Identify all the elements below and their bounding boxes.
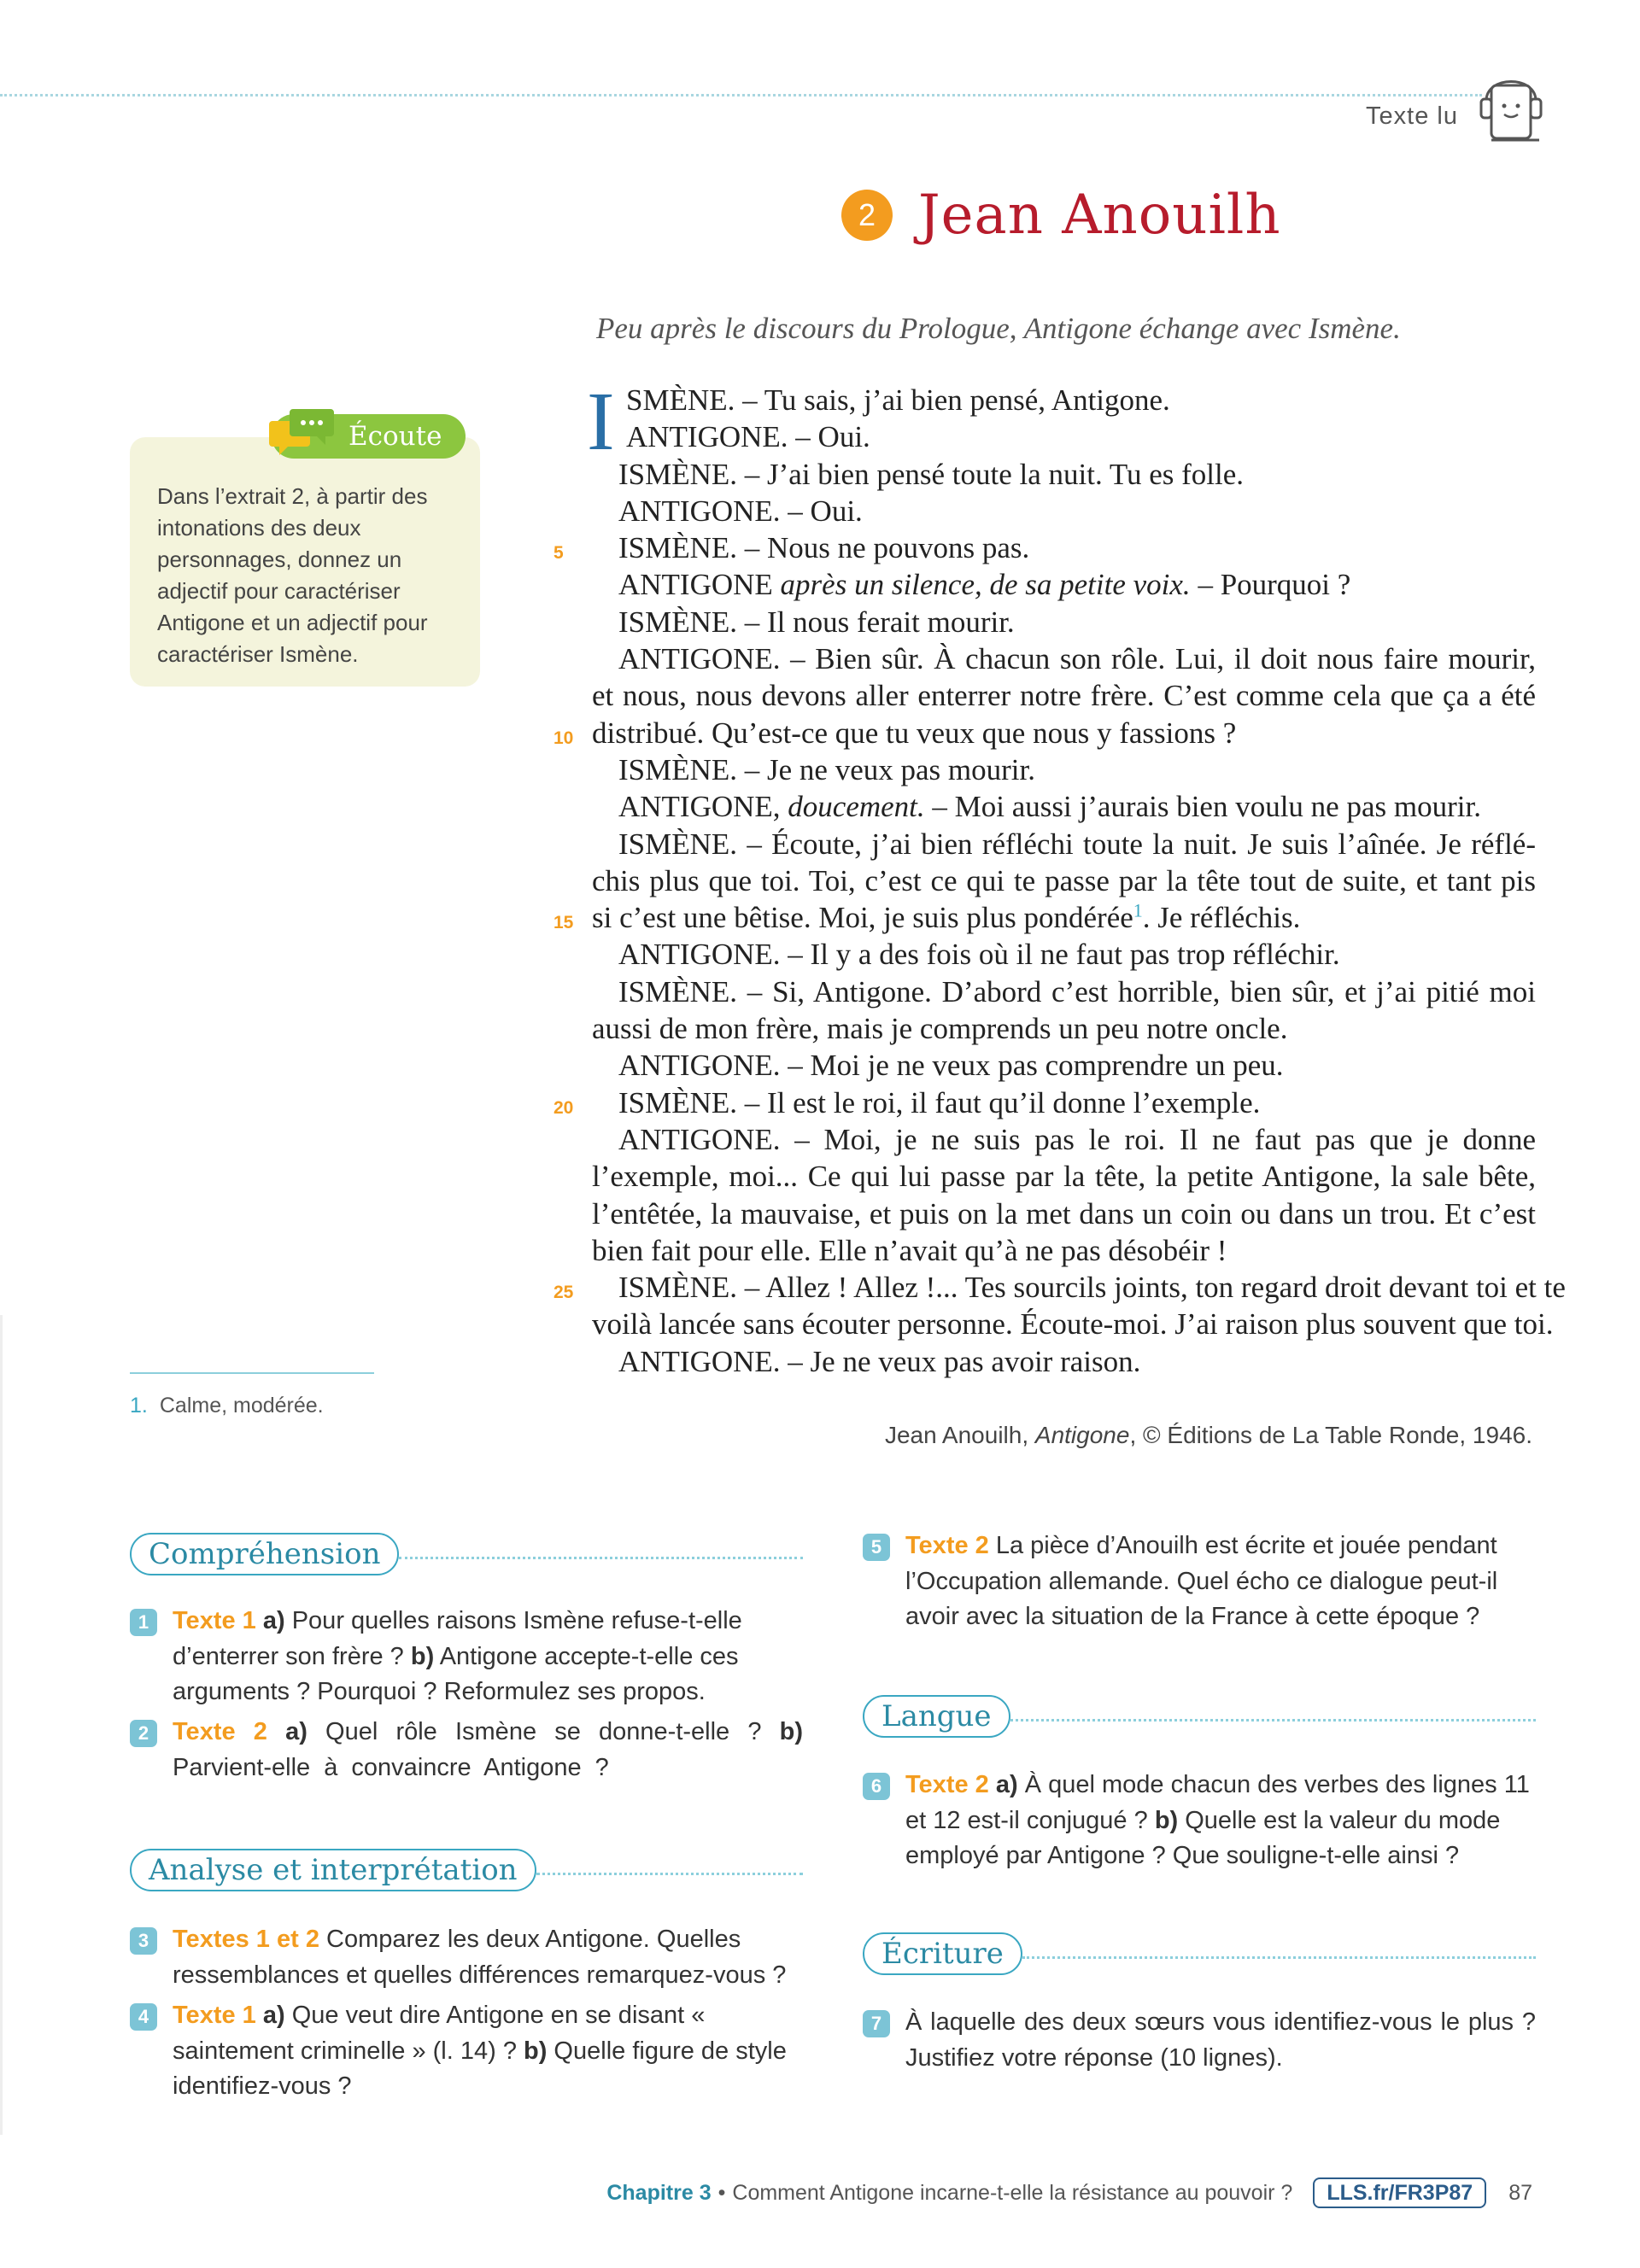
title-number-badge: 2: [841, 190, 893, 241]
section-dots: [1010, 1719, 1536, 1721]
ecoute-instructions: Dans l’extrait 2, à partir des intonations des deux personnages, donnez un adjectif pour caractériser Antigone et un adjectif pour caractériser Ismène.: [157, 483, 428, 667]
dialogue-line: [592, 899, 1536, 936]
question-text: Quelle figure de style identifiez-vous ?: [173, 2037, 787, 2100]
question-text: La pièce d’Anouilh est écrite et jouée pendant l’Occupation allemande. Quel écho ce dialogue peut-il avoir avec la situation de la France à cette époque ?: [905, 1532, 1498, 1630]
line-number: 15: [554, 913, 574, 932]
speech-bubble-icon: [269, 406, 337, 459]
part-a: a): [262, 2002, 285, 2029]
part-a: a): [262, 1607, 285, 1634]
speaker: ANTIGONE,: [618, 790, 788, 824]
part-b: b): [410, 1642, 435, 1670]
footnote-rule: [130, 1372, 374, 1374]
section-dots: [1022, 1956, 1536, 1959]
question-text: Antigone accepte-t-elle ces arguments ? Pourquoi ? Reformulez ses propos.: [173, 1642, 739, 1705]
question-text: Quel rôle Ismène se donne-t-elle ?: [307, 1718, 780, 1745]
question-5: [863, 1529, 1536, 1635]
speech: – Moi aussi j’aurais bien voulu ne pas mourir.: [924, 790, 1481, 824]
question-1: [130, 1604, 803, 1710]
dialogue-line: ANTIGONE. – Oui.: [618, 494, 863, 528]
dialogue-line: et nous, nous devons aller enterrer notre frère. C’est comme cela que ça a été: [592, 679, 1536, 713]
question-text: Parvient-elle à convaincre Antigone ?: [173, 1753, 609, 1781]
header-label: Texte lu: [1366, 102, 1458, 130]
page-edge: [0, 1315, 3, 2135]
question-number: 3: [130, 1927, 157, 1955]
section-ecriture: [863, 1932, 1536, 1975]
question-text: À laquelle des deux sœurs vous identifiez-vous le plus ? Justifiez votre réponse (10 lignes).: [905, 2008, 1536, 2072]
question-number: 4: [130, 2003, 157, 2031]
dialogue-line: ANTIGONE. – Il y a des fois où il ne faut pas trop réfléchir.: [618, 938, 1340, 972]
dialogue-line: ANTIGONE. – Bien sûr. À chacun son rôle. Lui, il doit nous faire mourir,: [618, 642, 1536, 676]
footer-separator: •: [718, 2180, 726, 2205]
stage-direction: doucement.: [788, 790, 925, 824]
section-dots: [536, 1873, 803, 1875]
dialogue-line: ISMÈNE. – Il est le roi, il faut qu’il donne l’exemple.: [618, 1085, 1261, 1119]
dialogue-line: ISMÈNE. – Écoute, j’ai bien réfléchi toute la nuit. Je suis l’aînée. Je réflé-: [618, 827, 1536, 861]
part-a: a): [995, 1771, 1018, 1798]
source-citation: [885, 1422, 1532, 1449]
question-ref: Texte 2: [905, 1532, 989, 1559]
section-label: Langue: [863, 1695, 1010, 1738]
footnote-number: 1.: [130, 1394, 148, 1418]
dialogue-line: ANTIGONE. – Moi, je ne suis pas le roi. Il ne faut pas que je donne: [618, 1122, 1536, 1156]
section-label: Compréhension: [130, 1533, 399, 1575]
section-dots: [399, 1557, 803, 1559]
line-number: 10: [554, 728, 574, 748]
question-number: 2: [130, 1720, 157, 1747]
question-number: 5: [863, 1534, 890, 1561]
part-b: b): [1154, 1806, 1179, 1834]
question-text: Que veut dire Antigone en se disant « saintement criminelle » (l. 14) ?: [173, 2002, 706, 2065]
section-analyse: [130, 1849, 803, 1891]
footnote-text: Calme, modérée.: [159, 1394, 324, 1418]
dialogue-line: ISMÈNE. – Allez ! Allez !... Tes sourcils joints, ton regard droit devant toi et te: [618, 1271, 1566, 1305]
dialogue-line: ISMÈNE. – Il nous ferait mourir.: [618, 605, 1015, 639]
dialogue-text: [587, 376, 1566, 1380]
question-number: 7: [863, 2010, 890, 2037]
speaker: ANTIGONE: [618, 568, 781, 602]
question-text: Quelle est la valeur du mode employé par Antigone ? Que souligne-t-elle ainsi ?: [905, 1806, 1501, 1869]
question-number: 6: [863, 1773, 890, 1800]
title-text: Jean Anouilh: [918, 184, 1281, 247]
dialogue-line: l’entêtée, la mauvaise, et puis on la met dans un coin ou dans un trou. Et c’est: [592, 1196, 1536, 1230]
question-ref: Texte 1: [173, 2002, 256, 2029]
dialogue-line: [592, 566, 1536, 603]
speech: . Je réfléchis.: [1142, 901, 1301, 935]
dropcap: I: [587, 376, 615, 468]
dialogue-line: ISMÈNE. – Si, Antigone. D’abord c’est horrible, bien sûr, et j’ai pitié moi: [618, 974, 1536, 1008]
dialogue-line: distribué. Qu’est-ce que tu veux que nous y fassions ?: [592, 716, 1237, 750]
section-label: Écriture: [863, 1932, 1022, 1975]
dialogue-line: l’exemple, moi... Ce qui lui passe par la tête, la petite Antigone, la sale bête,: [592, 1160, 1536, 1194]
text-title: [841, 184, 1281, 247]
line-number: 20: [554, 1098, 574, 1118]
footer-chapter: Chapitre 3: [606, 2180, 712, 2205]
part-b: b): [524, 2037, 548, 2065]
section-comprehension: [130, 1533, 803, 1575]
section-label: Analyse et interprétation: [130, 1849, 536, 1891]
question-3: [130, 1922, 803, 1993]
source-author: Jean Anouilh,: [884, 1422, 1035, 1448]
dialogue-line: ANTIGONE. – Je ne veux pas avoir raison.: [618, 1344, 1141, 1378]
footnote-ref[interactable]: 1: [1133, 899, 1143, 921]
question-text: À quel mode chacun des verbes des lignes 11 et 12 est-il conjugué ?: [905, 1771, 1530, 1834]
page-number: 87: [1508, 2180, 1532, 2205]
dialogue-line: ANTIGONE. – Oui.: [626, 420, 870, 454]
question-ref: Texte 2: [905, 1771, 989, 1798]
dialogue-line: voilà lancée sans écouter personne. Écoute-moi. J’ai raison plus souvent que toi.: [592, 1307, 1554, 1342]
part-a: a): [285, 1718, 308, 1745]
line-number: 5: [554, 543, 564, 563]
dialogue-line: ISMÈNE. – Nous ne pouvons pas.: [618, 531, 1030, 565]
speech: – Pourquoi ?: [1190, 568, 1351, 602]
dialogue-line: ISMÈNE. – J’ai bien pensé toute la nuit. Tu es folle.: [618, 457, 1245, 491]
footnote: [130, 1394, 324, 1418]
question-ref: Textes 1 et 2: [173, 1926, 319, 1953]
header-rule: [0, 94, 1482, 96]
ecoute-tag: Écoute: [272, 414, 466, 459]
line-number: 25: [554, 1283, 574, 1302]
page-footer: [606, 2177, 1532, 2208]
question-number: 1: [130, 1609, 157, 1636]
dialogue-line: chis plus que toi. Toi, c’est ce qui te passe par la tête tout de suite, et tant pis: [592, 863, 1536, 897]
part-b: b): [779, 1718, 804, 1745]
question-text: Pour quelles raisons Ismène refuse-t-elle d’enterrer son frère ?: [173, 1607, 742, 1670]
section-langue: [863, 1695, 1536, 1738]
footer-chapter-title: Comment Antigone incarne-t-elle la résistance au pouvoir ?: [732, 2180, 1293, 2205]
dialogue-line: SMÈNE. – Tu sais, j’ai bien pensé, Antigone.: [626, 383, 1170, 417]
question-2: [130, 1715, 803, 1786]
question-ref: Texte 2: [173, 1718, 267, 1745]
question-text: Comparez les deux Antigone. Quelles ressemblances et quelles différences remarquez-vous ?: [173, 1926, 787, 1989]
dialogue-line: aussi de mon frère, mais je comprends un peu notre oncle.: [592, 1012, 1288, 1046]
dialogue-line: ISMÈNE. – Je ne veux pas mourir.: [618, 752, 1035, 786]
question-ref: Texte 1: [173, 1607, 256, 1634]
dialogue-line: bien fait pour elle. Elle n’avait qu’à ne pas désobéir !: [592, 1233, 1227, 1267]
dialogue-line: ANTIGONE. – Moi je ne veux pas comprendre un peu.: [618, 1049, 1284, 1083]
headphones-face-icon: [1476, 67, 1546, 145]
question-6: [863, 1768, 1536, 1874]
stage-direction: après un silence, de sa petite voix.: [780, 568, 1191, 602]
question-4: [130, 1998, 803, 2105]
source-publisher: , © Éditions de La Table Ronde, 1946.: [1129, 1422, 1532, 1448]
speech: si c’est une bêtise. Moi, je suis plus pondérée: [592, 901, 1133, 935]
source-work: Antigone: [1034, 1422, 1130, 1448]
footer-link[interactable]: LLS.fr/FR3P87: [1313, 2177, 1486, 2208]
dialogue-line: [592, 788, 1536, 825]
question-7: [863, 2005, 1536, 2076]
intro-text: Peu après le discours du Prologue, Antigone échange avec Ismène.: [596, 312, 1401, 345]
